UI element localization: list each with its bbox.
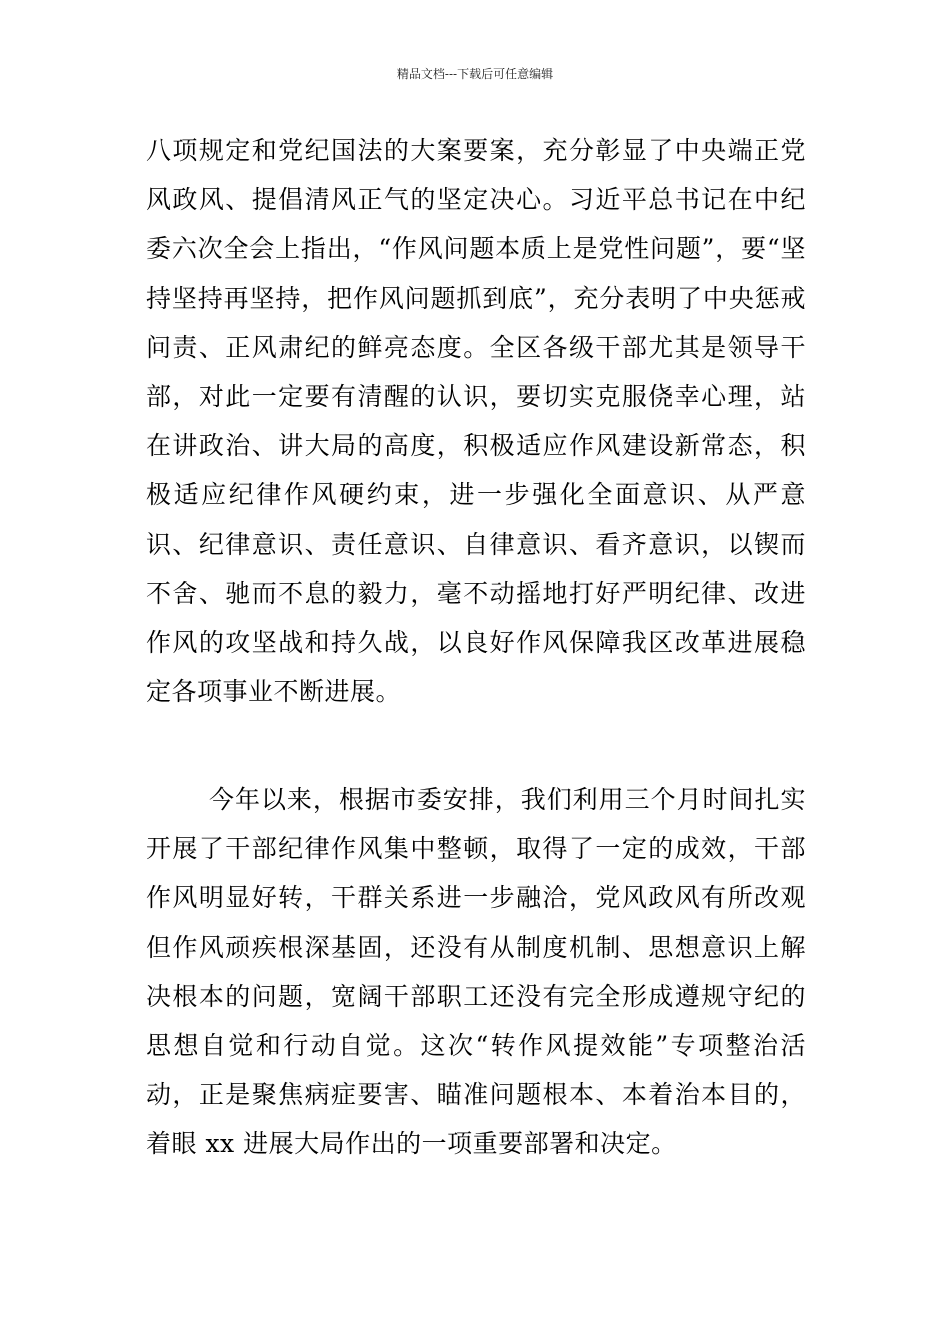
page-header: 精品文档---下载后可任意编辑 bbox=[396, 67, 554, 81]
body-paragraph-2: 今年以来，根据市委安排，我们利用三个月时间扎实开展了干部纪律作风集中整顿，取得了一定的成效，干部作风明显好转，干群关系进一步融洽，党风政风有所改观但作风顽疾根深基固，还没有从制度机制、思想意识上解决根本的问题，宽阔干部职工还没有完全形成遵规守纪的思想自觉和行动自觉。这次“转作风提效能”专项整治活动，正是聚焦病症要害、瞄准问题根本、本着治本目的，着眼 xx 进展大局作出的一项重要部署和决定。 bbox=[146, 785, 806, 1159]
body-paragraph-1: 八项规定和党纪国法的大案要案，充分彰显了中央端正党风政风、提倡清风正气的坚定决心。习近平总书记在中纪委六次全会上指出，“作风问题本质上是党性问题”，要“坚持坚持再坚持，把作风问题抓到底”，充分表明了中央惩戒问责、正风肃纪的鲜亮态度。全区各级干部尤其是领导干部，对此一定要有清醒的认识，要切实克服侥幸心理，站在讲政治、讲大局的高度，积极适应作风建设新常态，积极适应纪律作风硬约束，进一步强化全面意识、从严意识、纪律意识、责任意识、自律意识、看齐意识，以锲而不舍、驰而不息的毅力，毫不动摇地打好严明纪律、改进作风的攻坚战和持久战，以良好作风保障我区改革进展稳定各项事业不断进展。 bbox=[146, 136, 806, 707]
